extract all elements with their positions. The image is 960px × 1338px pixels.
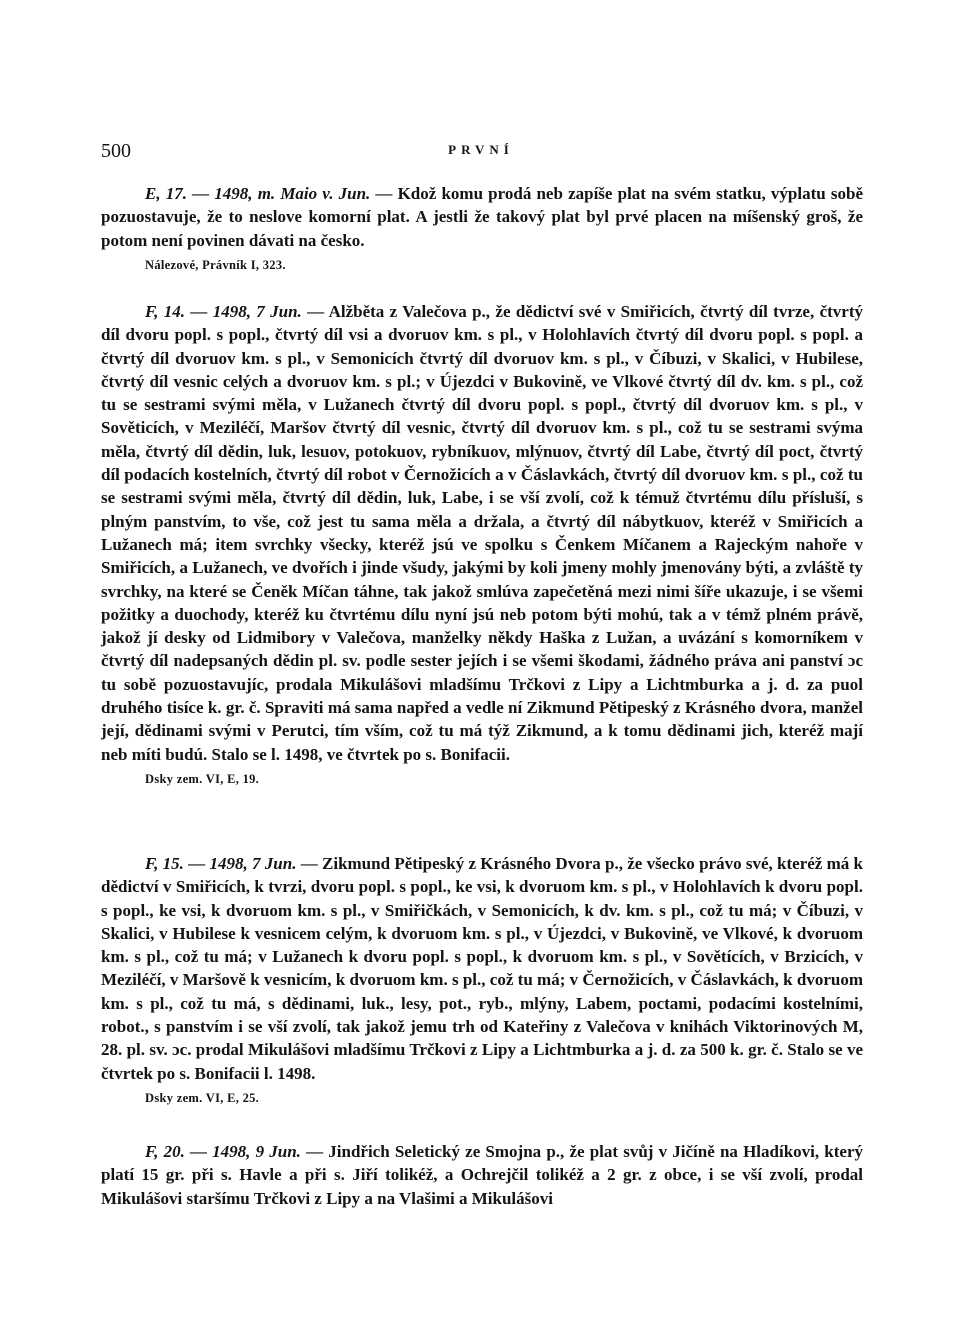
entry-paragraph xyxy=(101,852,863,1085)
entry-siglum: F, 14. — 1498, 7 Jun. xyxy=(145,302,302,321)
source-citation: Dsky zem. VI, E, 25. xyxy=(145,1090,260,1105)
entry-text: — Kdož komu prodá neb zapíše plat na svém statku, výplatu sobě pozuostavuje, že to neslove komorní plat. A jestli že takový plat byl prvé placen na míšenský groš, že potom není povinen dávati na česko. xyxy=(101,184,863,250)
source-citation: Nálezové, Právník I, 323. xyxy=(145,257,286,272)
entry-f14 xyxy=(101,300,863,787)
source-citation: Dsky zem. VI, E, 19. xyxy=(145,771,260,786)
entry-text: — Zikmund Pětipeský z Krásného Dvora p., že všecko právo své, kteréž má k dědictví v Smiřicích, k tvrzi, dvoru popl. s popl., ke vsi, k dvoruom km. s pl., v Holohlavích k dvoru popl. s popl., ke vsi, k dvoruom km. s pl., v Smiřičkách, v Semonicích, k dv. km. s pl., což tu má; v Číbuzi, v Skalici, v Hubilese k vesnicem celým, k dvoruom km. s pl., v Újezdci, v Bukovině, ve Vlkové, k dvoruom km. s pl., což tu má; v Lužanech k dvoru popl. s popl., k dvoruom km. s pl., v Sovětících, v Brzicích, v Meziléčí, v Maršově k vesnicím, k dvoruom km. s pl., což tu má; v Černožicích, v Čáslavkách, k dvoruom km. s pl., což tu má, s dědinami, luk., lesy, pot., ryb., mlýny, Labem, poctami, podacími kostelními, robot., s panstvím i se vší zvolí, tak jakož jemu trh od Kateřiny z Valečova v knihách Viktorinových M, 28. pl. sv. ɔc. prodal Mikulášovi mladšímu Trčkovi z Lipy a Lichtmburka a j. d. za 500 k. gr. č. Stalo se ve čtvrtek po s. Bonifacii l. 1498. xyxy=(101,854,863,1083)
entry-e17 xyxy=(101,182,863,273)
entry-siglum: F, 15. — 1498, 7 Jun. xyxy=(145,854,297,873)
entry-text: — Jindřich Seletický ze Smojna p., že plat svůj v Jičíně na Hladíkovi, který platí 15 gr. při s. Havle a při s. Jiří tolikéž, a Ochrejčil tolikéž a 2 gr. z obce, i se vší zvolí, prodal Mikulášovi staršímu Trčkovi z Lipy a na Vlašimi a Mikulášovi xyxy=(101,1142,864,1208)
entry-f15 xyxy=(101,852,863,1106)
entry-siglum: F, 20. — 1498, 9 Jun. xyxy=(145,1142,301,1161)
page-header xyxy=(101,140,861,170)
entry-siglum: E, 17. — 1498, m. Maio v. Jun. xyxy=(145,184,371,203)
running-title: PRVNÍ xyxy=(448,142,514,157)
entry-paragraph xyxy=(101,182,863,252)
entry-paragraph xyxy=(101,1140,863,1210)
entry-f20 xyxy=(101,1140,863,1210)
entry-text: — Alžběta z Valečova p., že dědictví své v Smiřicích, čtvrtý díl tvrze, čtvrtý díl dvoru popl. s popl., čtvrtý díl vsi a dvoruov km. s pl., v Holohlavích čtvrtý díl dvoru popl. s popl. a čtvrtý díl dvoruov km. s pl., v Semonicích čtvrtý díl dvoruov km. s pl., v Číbuzi, v Skalici, v Hubilese, čtvrtý díl vesnic celých a dvoruov km. s pl.; v Újezdci v Bukovině, ve Vlkové čtvrtý díl dv. km. s pl., což tu se sestrami svými měla, v Lužanech čtvrtý díl dvoru popl. s popl., čtvrtý díl dvoruov km. s pl., v Sověticích, v Meziléčí, Maršov čtvrtý díl vesnic, čtvrtý díl dvoruov km. s pl., což tu se sestrami svýma měla, čtvrtý díl dědin, luk, lesuov, potokuov, rybníkuov, mlýnuov, čtvrtý díl Labe, čtvrtý díl poct, čtvrtý díl podacích kostelních, čtvrtý díl robot v Černožicích a v Čáslavkách, čtvrtý díl dvoruov km. s pl., což tu se sestrami svými měla, čtvrtý díl dědin, luk, Labe, i se vší zvolí, což k témuž čtvrtému dílu přísluší, s plným panstvím, to vše, což jest tu sama měla a držala, a čtvrtý díl nábytkuov, kteréž v Smiřicích a Lužanech má; item svrchky všecky, kteréž jsú ve spolku s Čenkem Míčanem a Rajeckým nahoře v Smiřicích, a Lužanech, ve dvořích i jinde všudy, jakými by koli jmeny mohly jmenovány býti, a zvláště ty svrchky, na které se Čeněk Míčan táhne, tak jakož smlúva zapečetěná mezi nimi šíře ukazuje, i se všemi požitky a duochody, kteréž ku čtvrtému dílu nyní jsú neb potom býti mohú, tak a v témž plném právě, jakož jí desky od Lidmibory v Valečova, manželky někdy Haška z Lužan, a uvázání s komorníkem v čtvrtý díl nadepsaných dědin pl. sv. podle sester jejích i se všemi škodami, žádného práva ani panství ɔc tu sobě pozuostavujíc, prodala Mikulášovi mladšímu Trčkovi z Lipy a Lichtmburka a j. d. za puol druhého tisíce k. gr. č. Spraviti má sama napřed a vedle ní Zikmund Pětipeský z Krásného dvora, manžel její, dědinami svými v Perutci, tím vším, což tu má týž Zikmund, a k tomu dědinami jich, kteréž mají neb míti budú. Stalo se l. 1498, ve čtvrtek po s. Bonifacii. xyxy=(101,302,863,764)
page-number: 500 xyxy=(101,140,131,162)
entry-paragraph xyxy=(101,300,863,766)
